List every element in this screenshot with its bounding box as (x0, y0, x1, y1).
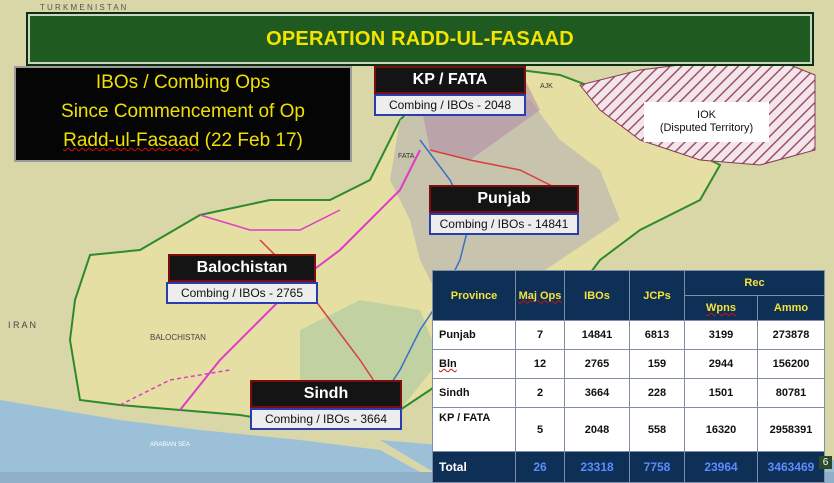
cell-maj-ops: 7 (516, 321, 565, 350)
cell-ammo: 2958391 (758, 408, 825, 452)
cell-province: KP / FATA (433, 408, 516, 452)
table-row (433, 350, 825, 379)
table-total-row (433, 452, 825, 483)
cell-total-label: Total (433, 452, 516, 483)
callout-punjab-detail: Combing / IBOs - 14841 (429, 213, 579, 235)
cell-wpns: 16320 (685, 408, 758, 452)
callout-balochistan-name: Balochistan (168, 254, 316, 282)
callout-sindh-detail: Combing / IBOs - 3664 (250, 408, 402, 430)
col-header-ammo: Ammo (758, 296, 825, 321)
callout-sindh-name: Sindh (250, 380, 402, 408)
callout-punjab-name: Punjab (429, 185, 579, 213)
cell-ibos: 14841 (565, 321, 630, 350)
summary-line-1: IBOs / Combing Ops (95, 72, 271, 93)
col-header-rec: Rec (685, 271, 825, 296)
summary-date: (22 Feb 17) (199, 130, 303, 151)
cell-total-jcps: 7758 (630, 452, 685, 483)
map-label-fata: FATA (398, 153, 415, 160)
cell-ammo: 156200 (758, 350, 825, 379)
page-number: 6 (819, 456, 832, 469)
cell-ibos: 3664 (565, 379, 630, 408)
cell-jcps: 6813 (630, 321, 685, 350)
table-row (433, 379, 825, 408)
iok-label (644, 102, 769, 142)
operations-stats-table (432, 270, 825, 483)
cell-jcps: 159 (630, 350, 685, 379)
cell-province-text: Bln (439, 358, 457, 370)
cell-maj-ops: 2 (516, 379, 565, 408)
cell-total-wpns: 23964 (685, 452, 758, 483)
cell-ammo: 273878 (758, 321, 825, 350)
col-header-province: Province (433, 271, 516, 321)
col-header-jcps: JCPs (630, 271, 685, 321)
col-header-maj-ops-text: Maj Ops (518, 289, 562, 302)
summary-op-name: Radd-ul-Fasaad (63, 130, 200, 151)
cell-province (433, 350, 516, 379)
cell-total-maj-ops: 26 (516, 452, 565, 483)
operation-title-banner (28, 14, 812, 64)
callout-balochistan-detail: Combing / IBOs - 2765 (166, 282, 318, 304)
callout-punjab (429, 185, 579, 235)
map-label-balochistan: BALOCHISTAN (150, 333, 206, 342)
col-header-wpns-text: Wpns (706, 302, 736, 314)
table-row (433, 321, 825, 350)
cell-jcps: 558 (630, 408, 685, 452)
iok-label-line1: IOK (697, 109, 716, 121)
cell-wpns: 2944 (685, 350, 758, 379)
cell-total-ibos: 23318 (565, 452, 630, 483)
ibo-summary-box (14, 66, 352, 162)
map-label-turkmenistan: T U R K M E N I S T A N (40, 3, 127, 12)
iok-label-line2: (Disputed Territory) (659, 122, 754, 134)
cell-wpns: 1501 (685, 379, 758, 408)
cell-wpns: 3199 (685, 321, 758, 350)
callout-kp-fata (374, 66, 526, 116)
cell-ammo: 80781 (758, 379, 825, 408)
cell-jcps: 228 (630, 379, 685, 408)
callout-kp-fata-name: KP / FATA (374, 66, 526, 94)
callout-sindh (250, 380, 402, 430)
cell-total-ammo: 3463469 (758, 452, 825, 483)
col-header-ibos: IBOs (565, 271, 630, 321)
col-header-maj-ops (516, 271, 565, 321)
map-label-iran: I R A N (8, 320, 37, 330)
cell-maj-ops: 12 (516, 350, 565, 379)
summary-line-2: Since Commencement of Op (61, 101, 305, 122)
table-row (433, 408, 825, 452)
callout-balochistan (166, 254, 318, 304)
map-label-ajk: AJK (540, 83, 553, 90)
operation-title: OPERATION RADD-UL-FASAAD (266, 27, 574, 50)
summary-line-3 (16, 126, 350, 155)
cell-maj-ops: 5 (516, 408, 565, 452)
cell-ibos: 2048 (565, 408, 630, 452)
col-header-wpns (685, 296, 758, 321)
cell-province: Sindh (433, 379, 516, 408)
callout-kp-fata-detail: Combing / IBOs - 2048 (374, 94, 526, 116)
cell-province: Punjab (433, 321, 516, 350)
map-label-arabian-sea: ARABIAN SEA (150, 442, 191, 448)
cell-ibos: 2765 (565, 350, 630, 379)
